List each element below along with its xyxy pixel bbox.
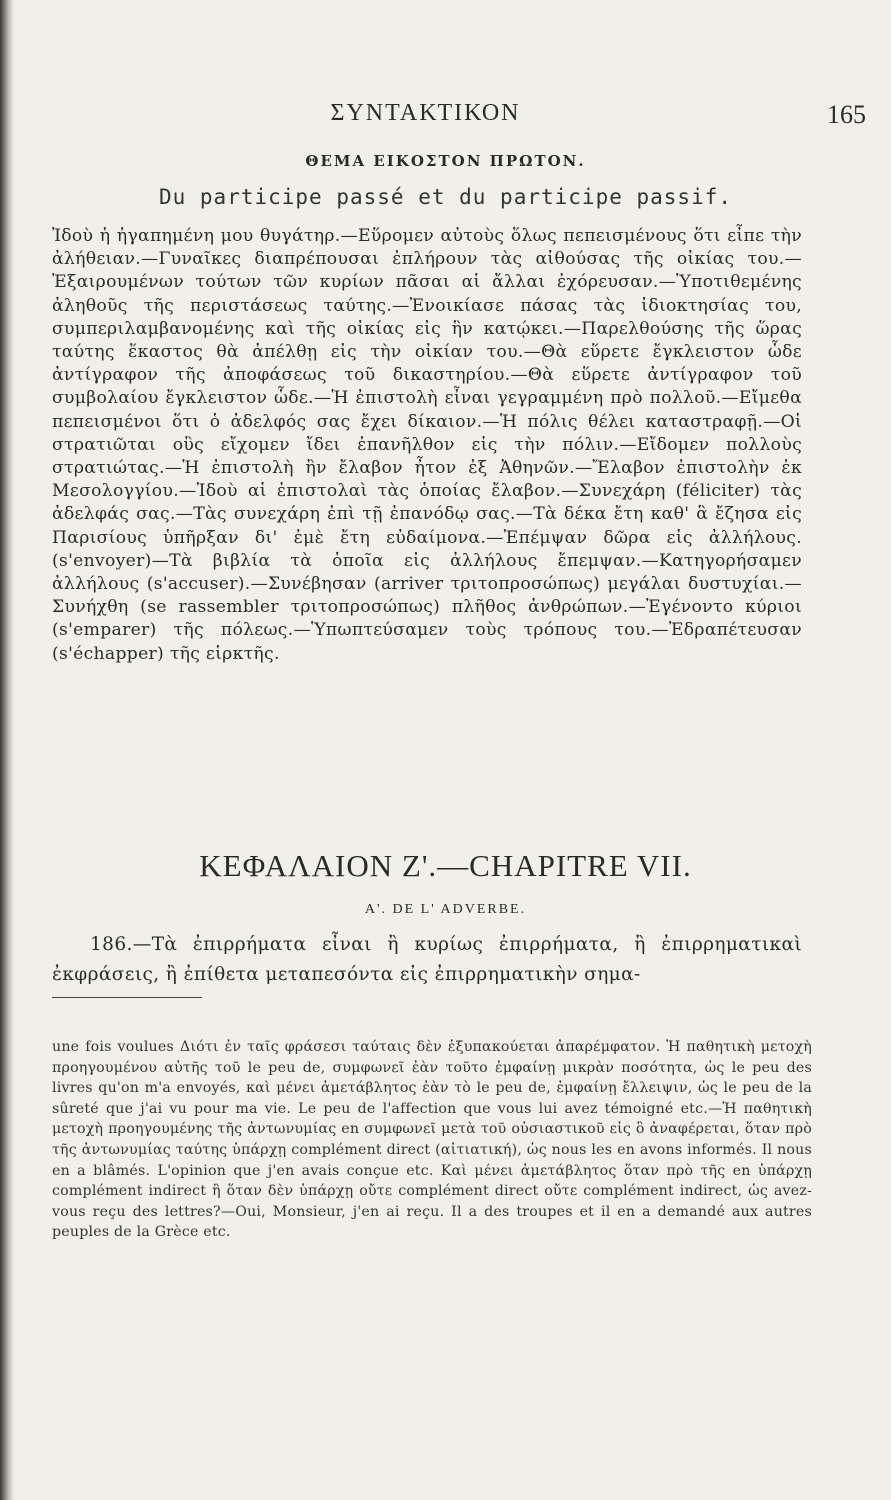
footnote-divider: [52, 997, 202, 998]
lesson-subtitle: Du participe passé et du participe passif.: [158, 185, 732, 209]
section-body: [52, 930, 802, 990]
section-paragraph: 186.—Τὰ ἐπιρρήματα εἶναι ἢ κυρίως ἐπιρρήματα, ἢ ἐπιρρηματικαὶ ἐκφράσεις, ἢ ἐπίθετα μεταπεσόντα εἰς ἐπιρρηματικὴν σημα-: [52, 934, 802, 985]
footnote: [52, 1037, 812, 1243]
chapter-title: ΚΕΦΑΛΑΙΟΝ Ζ'.—CHAPITRE VII.: [199, 848, 692, 883]
page-header: [60, 100, 866, 140]
binding-gutter: [0, 0, 14, 1500]
page-number: 165: [827, 100, 866, 129]
running-title: ΣΥΝΤΑΚΤΙΚΟΝ: [330, 100, 521, 126]
lesson-exercise-text: [52, 225, 802, 666]
footnote-paragraph: une fois voulues Διότι ἐν ταῖς φράσεσι ταύταις δὲν ἐξυπακούεται ἀπαρέμφατον. Ἡ παθητικὴ μετοχὴ προηγουμένου αὐτῆς τοῦ le peu de, συμφωνεῖ ἐὰν τοῦτο ἐμφαίνῃ μικρὰν ποσότητα, ὡς le peu des livres qu'on m'a envoyés, καὶ μένει ἀμετάβλητος ἐὰν τὸ le peu de, ἐμφαίνῃ ἔλλειψιν, ὡς le peu de la sûreté que j'ai vu pour ma vie. Le peu de l'affection que vous lui avez témoigné etc.—Ἡ παθητικὴ μετοχὴ προηγουμένης τῆς ἀντωνυμίας en συμφωνεῖ μετὰ τοῦ οὐσιαστικοῦ εἰς ὃ ἀναφέρεται, ὅταν πρὸ τῆς ἀντωνυμίας ταύτης ὑπάρχῃ complément direct (αἰτιατική), ὡς nous les en avons informés. Il nous en a blâmés. L'opinion que j'en avais conçue etc. Καὶ μένει ἀμετάβλητος ὅταν πρὸ τῆς en ὑπάρχῃ complément indirect ἢ ὅταν δὲν ὑπάρχῃ οὔτε complément direct οὔτε complément indirect, ὡς avez-vous reçu des lettres?—Oui, Monsieur, j'en ai reçu. Il a des troupes et il en a demandé aux autres peuples de la Grèce etc.: [52, 1039, 812, 1241]
lesson-paragraph: Ἰδοὺ ἡ ἠγαπημένη μου θυγάτηρ.—Εὕρομεν αὐτοὺς ὅλως πεπεισμένους ὅτι εἶπε τὴν ἀλήθειαν.—Γυναῖκες διαπρέπουσαι ἐπλήρουν τὰς αἰθούσας τῆς οἰκίας του.—Ἐξαιρουμένων τούτων τῶν κυρίων πᾶσαι αἱ ἄλλαι ἐχόρευσαν.—Ὑποτιθεμένης ἀληθοῦς τῆς περιστάσεως ταύτης.—Ἐνοικίασε πάσας τὰς ἰδιοκτησίας του, συμπεριλαμβανομένης καὶ τῆς οἰκίας εἰς ἣν κατῴκει.—Παρελθούσης τῆς ὥρας ταύτης ἕκαστος θὰ ἀπέλθῃ εἰς τὴν οἰκίαν του.—Θὰ εὕρετε ἔγκλειστον ὧδε ἀντίγραφον τῆς ἀποφάσεως τοῦ δικαστηρίου.—Θὰ εὕρετε ἀντίγραφον τοῦ συμβολαίου ἔγκλειστον ὧδε.—Ἡ ἐπιστολὴ εἶναι γεγραμμένη πρὸ πολλοῦ.—Εἴμεθα πεπεισμένοι ὅτι ὁ ἀδελφός σας ἔχει δίκαιον.—Ἡ πόλις θέλει καταστραφῇ.—Οἱ στρατιῶται οὓς εἴχομεν ἴδει ἐπανῆλθον εἰς τὴν πόλιν.—Εἴδομεν πολλοὺς στρατιώτας.—Ἡ ἐπιστολὴ ἣν ἔλαβον ἦτον ἐξ Ἀθηνῶν.—Ἔλαβον ἐπιστολὴν ἐκ Μεσολογγίου.—Ἰδοὺ αἱ ἐπιστολαὶ τὰς ὁποίας ἔλαβον.—Συνεχάρη (féliciter) τὰς ἀδελφάς σας.—Τὰς συνεχάρη ἐπὶ τῇ ἐπανόδῳ σας.—Τὰ δέκα ἔτη καθ' ἃ ἔζησα εἰς Παρισίους ὑπῆρξαν δι' ἐμὲ ἔτη εὐδαίμονα.—Ἐπέμψαν δῶρα εἰς ἀλλήλους. (s'envoyer)—Τὰ βιβλία τὰ ὁποῖα εἰς ἀλλήλους ἔπεμψαν.—Κατηγορήσαμεν ἀλλήλους (s'accuser).—Συνέβησαν (arriver τριτοπροσώπως) μεγάλαι δυστυχίαι.—Συνήχθη (se rassembler τριτοπροσώπως) πλῆθος ἀνθρώπων.—Ἐγένοντο κύριοι (s'emparer) τῆς πόλεως.—Ὑπωπτεύσαμεν τοὺς τρόπους του.—Ἐδραπέτευσαν (s'échapper) τῆς εἱρκτῆς.: [52, 226, 802, 664]
lesson-title: ΘΕΜΑ ΕΙΚΟΣΤΟΝ ΠΡΩΤΟΝ.: [305, 152, 586, 170]
section-title: Α'. DE L' ADVERBE.: [364, 902, 527, 917]
